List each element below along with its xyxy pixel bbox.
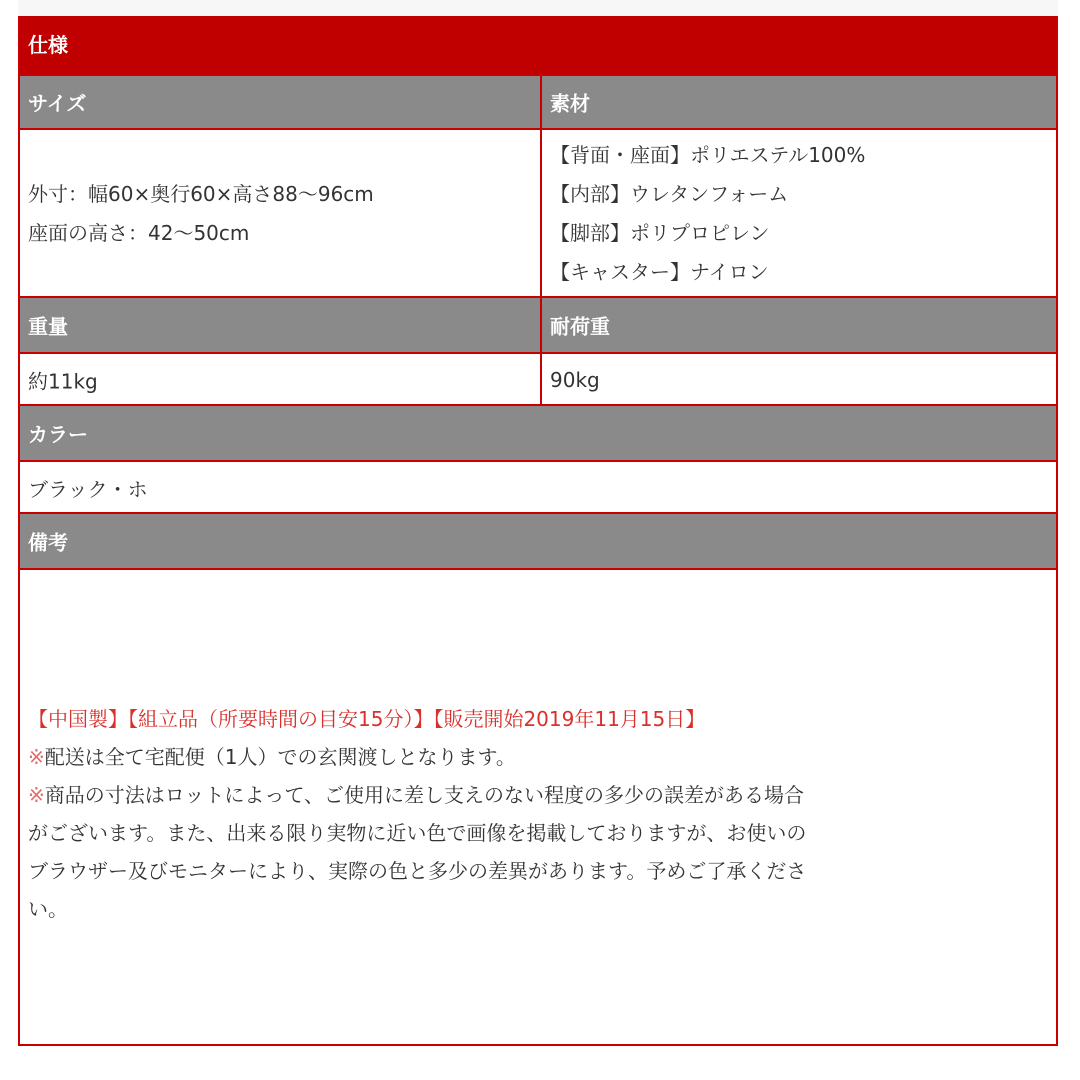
size-header-cell [20,76,540,128]
note-mark: ※ [28,745,45,769]
size-line: 座面の高さ：42〜50cm [28,221,250,245]
remarks-line-text: がございます。また、出来る限り実物に近い色で画像を掲載しておりますが、お使いの [28,821,807,845]
color-body-row [20,462,1056,514]
remarks-line [28,738,1038,776]
note-mark: ※ [28,783,45,807]
material-line: 【脚部】ポリプロピレン [550,221,770,245]
load-header-cell [540,298,1056,352]
weight-load-header-row [20,296,1056,354]
material-lines [550,136,865,292]
weight-value: 約11kg [28,369,98,394]
spec-table [18,16,1058,1046]
load-value: 90kg [550,368,600,392]
remarks-line-text: い。 [28,897,68,921]
size-material-header-row [20,74,1056,130]
material-line: 【背面・座面】ポリエステル100% [550,143,866,167]
weight-header-cell [20,298,540,352]
weight-body-cell [20,354,540,406]
remarks-header-row [20,512,1056,570]
material-line: 【内部】ウレタンフォーム [550,182,789,206]
spec-title: 仕様 [20,16,1056,74]
material-header: 素材 [550,91,590,116]
material-body-cell [540,130,1056,298]
material-line: 【キャスター】ナイロン [550,260,769,284]
load-body-cell [540,354,1056,406]
color-value: ブラック・ホ [28,477,148,502]
size-line: 外寸：幅60×奥行60×高さ88〜96cm [28,182,374,206]
remarks-header-cell [20,514,1056,568]
color-body-cell [20,462,1056,514]
top-strip [18,0,1058,17]
remarks-line-text: 商品の寸法はロットによって、ご使用に差し支えのない程度の多少の誤差がある場合 [44,783,804,807]
color-header-cell [20,406,1056,460]
color-header: カラー [28,422,88,447]
remarks-tags: 【中国製】【組立品（所要時間の目安15分）】【販売開始2019年11月15日】 [28,707,706,731]
remarks-line-text: ブラウザー及びモニターにより、実際の色と多少の差異があります。予めご了承くださ [28,859,807,883]
color-header-row [20,404,1056,462]
size-header: サイズ [28,91,87,116]
weight-header: 重量 [28,314,68,339]
size-material-body-row [20,130,1056,298]
remarks-body-row [20,570,1056,1042]
size-lines [28,175,374,253]
remarks-header: 備考 [28,530,68,555]
remarks-line-text: 配送は全て宅配便（1人）での玄関渡しとなります。 [44,745,516,769]
remarks-notes [28,700,1038,928]
material-header-cell [540,76,1056,128]
load-header: 耐荷重 [550,314,610,339]
remarks-line [28,776,1038,814]
weight-load-body-row [20,354,1056,406]
size-body-cell [20,130,540,298]
